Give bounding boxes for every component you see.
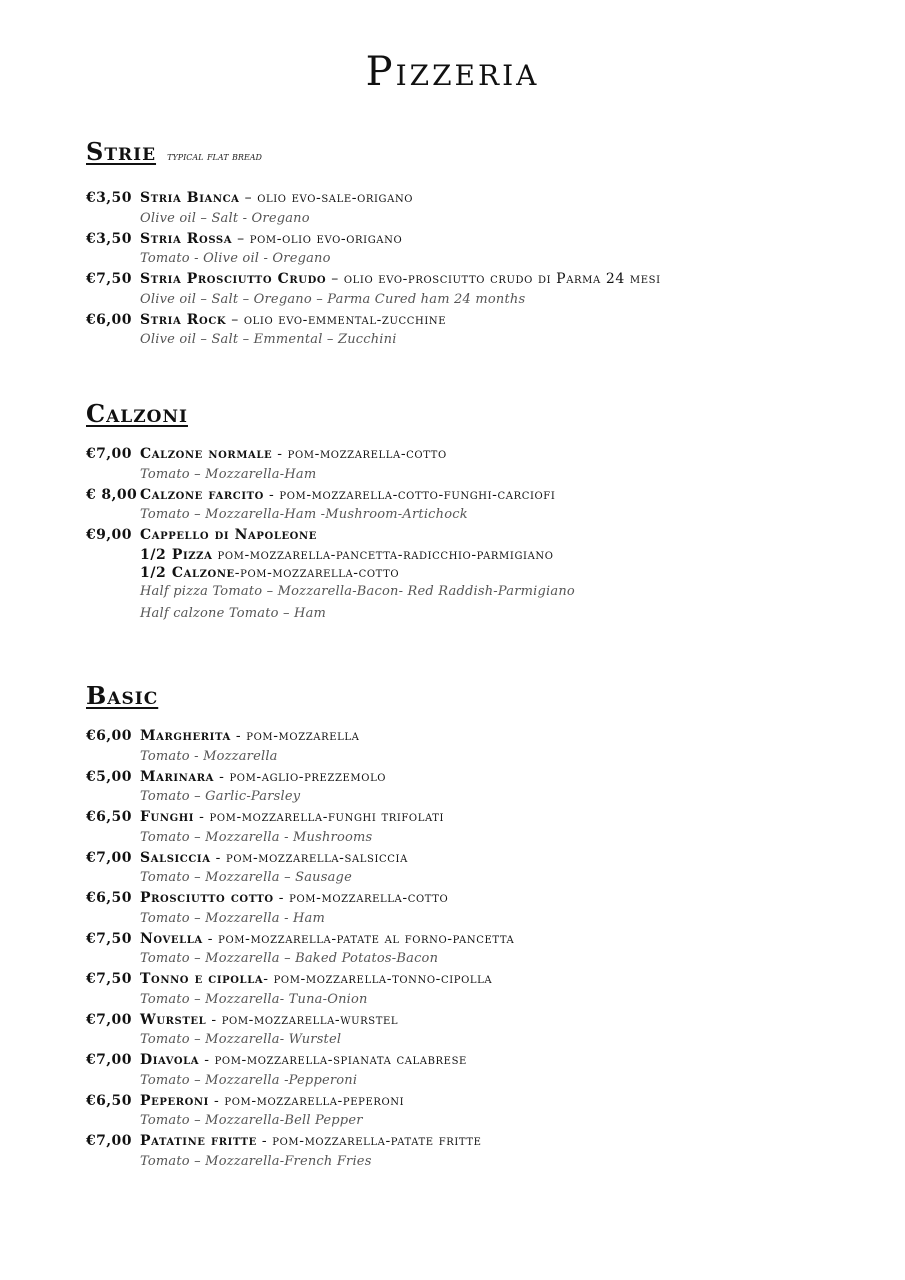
item-ingredients: - pom-mozzarella-patate fritte [256, 1133, 482, 1149]
item-ingredients: - pom-mozzarella-salsiccia [210, 849, 408, 866]
item-ingredients: pom-mozzarella-pancetta-radicchio-parmigiano [212, 546, 554, 563]
item-name: Tonno e cipolla [140, 971, 264, 987]
item-price: €7,50 [86, 971, 132, 987]
item-price: €7,00 [86, 1011, 132, 1028]
item-translation: Tomato – Mozzarella -Pepperoni [140, 1072, 358, 1088]
item-translation: Tomato – Garlic-Parsley [140, 789, 301, 804]
item-ingredients: - pom-mozzarella-cotto [272, 446, 447, 462]
menu-item [86, 726, 846, 767]
item-name: Patatine fritte [140, 1133, 257, 1149]
item-translation: Olive oil – Salt – Oregano – Parma Cured ham 24 months [140, 291, 526, 307]
menu-item [86, 888, 846, 929]
item-translation: Half calzone Tomato – Ham [140, 605, 327, 621]
item-price: €3,50 [86, 190, 132, 206]
item-ingredients: – olio evo-sale-origano [239, 190, 414, 206]
item-name: Stria Prosciutto Crudo [140, 271, 327, 287]
item-price: €9,00 [86, 527, 132, 543]
menu-item [86, 767, 846, 808]
item-price: €7,00 [86, 446, 132, 462]
item-price: € 8,00 [86, 486, 138, 503]
item-name: Stria Bianca [140, 190, 240, 206]
item-list [86, 444, 846, 625]
item-name: Funghi [140, 809, 195, 825]
section-header [86, 682, 846, 710]
item-price: €6,00 [86, 311, 132, 328]
item-list [86, 726, 846, 1172]
section-header [86, 400, 846, 428]
item-ingredients: - pom-mozzarella-funghi trifolati [194, 809, 445, 825]
item-price: €6,50 [86, 809, 132, 825]
menu-item [86, 807, 846, 848]
menu-item [86, 929, 846, 970]
section-subtitle: typical flat bread [167, 150, 262, 163]
item-ingredients: - pom-mozzarella-cotto [273, 890, 449, 906]
item-ingredients: - pom-mozzarella-peperoni [208, 1092, 405, 1109]
section-title: Strie [86, 137, 157, 166]
item-price: €3,50 [86, 230, 132, 247]
item-subname: 1/2 Pizza [140, 546, 213, 563]
item-translation: Tomato – Mozzarella- Wurstel [140, 1032, 342, 1047]
menu-item [86, 969, 846, 1010]
item-ingredients: - pom-mozzarella-wurstel [206, 1011, 399, 1028]
menu-item [86, 444, 846, 485]
item-ingredients: – pom-olio evo-origano [232, 230, 403, 247]
item-price: €5,00 [86, 768, 132, 785]
section-strie [86, 138, 846, 350]
menu-item [86, 310, 846, 351]
menu-item [86, 229, 846, 270]
menu-item [86, 1131, 846, 1172]
item-name: Salsiccia [140, 849, 211, 866]
item-translation: Tomato – Mozzarella-Bell Pepper [140, 1113, 363, 1128]
item-price: €7,00 [86, 1052, 132, 1068]
item-price: €7,50 [86, 271, 132, 287]
item-name: Diavola [140, 1052, 200, 1068]
menu-item [86, 848, 846, 889]
item-name: Wurstel [140, 1011, 207, 1028]
item-translation: Tomato - Mozzarella [140, 748, 278, 764]
section-calzoni [86, 400, 846, 625]
menu-item [86, 269, 846, 310]
item-translation: Tomato – Mozzarella – Sausage [140, 870, 352, 885]
item-name: Margherita [140, 728, 231, 744]
item-translation: Tomato – Mozzarella – Baked Potatos-Bacon [140, 951, 439, 966]
item-translation: Half pizza Tomato – Mozzarella-Bacon- Red Raddish-Parmigiano [140, 583, 575, 599]
item-list [86, 188, 846, 350]
item-subname: 1/2 Calzone [140, 564, 235, 581]
item-price: €7,00 [86, 1133, 132, 1149]
menu-item [86, 1010, 846, 1051]
item-ingredients: - pom-aglio-prezzemolo [214, 768, 387, 785]
item-translation: Olive oil – Salt - Oregano [140, 210, 310, 226]
item-name: Marinara [140, 768, 215, 785]
item-ingredients: - pom-mozzarella-tonno-cipolla [263, 971, 493, 987]
menu-item-cappello-di-napoleone [86, 525, 846, 625]
item-translation: Tomato – Mozzarella-French Fries [140, 1153, 372, 1169]
section-basic [86, 682, 846, 1172]
page-title: Pizzeria [365, 49, 540, 95]
item-name: Stria Rock [140, 311, 227, 328]
item-name: Calzone farcito [140, 486, 264, 503]
menu-item [86, 1050, 846, 1091]
item-name: Peperoni [140, 1092, 209, 1109]
item-price: €6,50 [86, 890, 132, 906]
item-name: Prosciutto cotto [140, 890, 274, 906]
item-ingredients: – olio evo-prosciutto crudo di Parma 24 mesi [326, 271, 661, 287]
item-translation: Tomato – Mozzarella - Ham [140, 910, 326, 926]
item-ingredients: – olio evo-emmental-zucchine [226, 311, 447, 328]
item-translation: Tomato – Mozzarella-Ham -Mushroom-Artichock [140, 507, 468, 522]
item-price: €6,50 [86, 1092, 132, 1109]
item-translation: Tomato – Mozzarella-Ham [140, 466, 317, 482]
item-ingredients: -pom-mozzarella-cotto [234, 564, 400, 581]
item-translation: Tomato – Mozzarella - Mushrooms [140, 829, 373, 845]
menu-item [86, 188, 846, 229]
item-price: €7,00 [86, 849, 132, 866]
item-price: €6,00 [86, 728, 132, 744]
item-translation: Tomato - Olive oil - Oregano [140, 251, 331, 266]
item-name: Cappello di Napoleone [140, 527, 317, 543]
item-name: Stria Rossa [140, 230, 233, 247]
item-translation: Tomato – Mozzarella- Tuna-Onion [140, 991, 368, 1007]
menu-item [86, 485, 846, 526]
item-name: Novella [140, 930, 203, 947]
item-ingredients: - pom-mozzarella-cotto-funghi-carciofi [263, 486, 556, 503]
item-translation: Olive oil – Salt – Emmental – Zucchini [140, 332, 397, 347]
item-ingredients: - pom-mozzarella-patate al forno-pancetta [202, 930, 515, 947]
menu-item [86, 1091, 846, 1132]
section-title: Calzoni [86, 399, 188, 428]
section-title: Basic [86, 681, 159, 710]
item-ingredients: - pom-mozzarella [230, 728, 360, 744]
item-ingredients: - pom-mozzarella-spianata calabrese [199, 1052, 467, 1068]
section-header [86, 138, 846, 166]
item-price: €7,50 [86, 930, 132, 947]
item-name: Calzone normale [140, 446, 273, 462]
